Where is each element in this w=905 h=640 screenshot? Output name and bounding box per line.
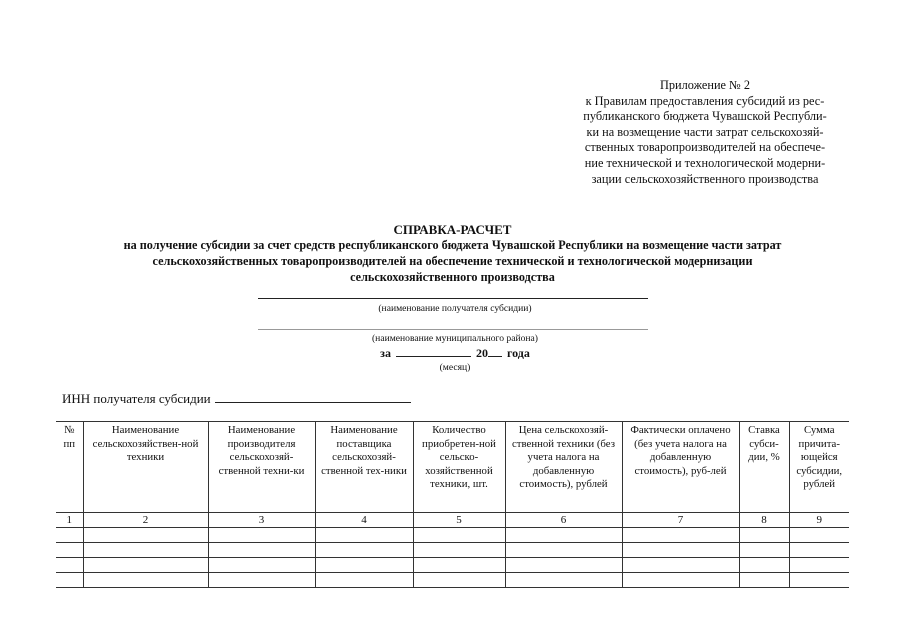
recipient-caption: (наименование получателя субсидии) [378, 303, 532, 314]
column-number: 2 [83, 513, 208, 528]
header-cell: Количество приобретен-ной сельско-хозяйственной техники, шт. [413, 422, 505, 513]
table-cell[interactable] [789, 543, 849, 558]
year-blank[interactable] [488, 346, 502, 357]
inn-row [62, 390, 411, 407]
column-number: 5 [413, 513, 505, 528]
header-cell: Наименование поставщика сельскохозяй-ственной тех-ники [315, 422, 413, 513]
table-cell[interactable] [413, 558, 505, 573]
header-cell: Ставка субси-дии, % [739, 422, 789, 513]
appendix-block [555, 78, 855, 187]
table-cell[interactable] [789, 528, 849, 543]
inn-blank[interactable] [215, 390, 411, 403]
header-cell: Сумма причита-ющейся субсидии, рублей [789, 422, 849, 513]
table-cell[interactable] [789, 558, 849, 573]
table-row [56, 528, 849, 543]
month-caption: (месяц) [439, 362, 471, 373]
table-cell[interactable] [315, 558, 413, 573]
subtitle-line: сельскохозяйственных товаропроизводителей на обеспечение технической и технологической модернизации [152, 254, 753, 268]
table-row [56, 573, 849, 588]
district-name-line[interactable] [258, 329, 648, 330]
table-cell[interactable] [622, 528, 739, 543]
appendix-number: Приложение № 2 [659, 78, 751, 92]
table-cell[interactable] [83, 543, 208, 558]
table-cell[interactable] [56, 528, 83, 543]
table-row [56, 543, 849, 558]
appendix-text-line: ственных товаропроизводителей на обеспече- [584, 140, 826, 155]
table-cell[interactable] [315, 528, 413, 543]
table-cell[interactable] [739, 573, 789, 588]
header-cell: Наименование сельскохозяйствен-ной техники [83, 422, 208, 513]
table-cell[interactable] [56, 573, 83, 588]
column-number: 1 [66, 514, 72, 526]
calculation-table [56, 421, 849, 588]
appendix-text-line: ние технической и технологической модерни- [584, 155, 826, 170]
column-number: 6 [505, 513, 622, 528]
table-cell[interactable] [315, 573, 413, 588]
table-cell[interactable] [505, 543, 622, 558]
table-cell[interactable] [413, 573, 505, 588]
table-cell[interactable] [505, 558, 622, 573]
column-number-row [56, 513, 849, 528]
period-prefix: за [380, 346, 391, 360]
table-cell[interactable] [789, 573, 849, 588]
table-cell[interactable] [739, 558, 789, 573]
inn-label: ИНН получателя субсидии [62, 391, 211, 406]
header-cell: Наименование производителя сельскохозяй-ственной техни-ки [208, 422, 315, 513]
column-number: 4 [315, 513, 413, 528]
month-blank[interactable] [396, 346, 471, 357]
district-caption: (наименование муниципального района) [371, 333, 538, 344]
table-cell[interactable] [739, 543, 789, 558]
table-cell[interactable] [83, 558, 208, 573]
table-cell[interactable] [739, 528, 789, 543]
column-number: 3 [208, 513, 315, 528]
document-title: СПРАВКА-РАСЧЕТ [393, 222, 512, 237]
header-cell: Фактически оплачено (без учета налога на добавленную стоимость), руб-лей [622, 422, 739, 513]
table-cell[interactable] [56, 558, 83, 573]
column-number: 9 [789, 513, 849, 528]
header-cell: № пп [63, 424, 76, 450]
table-cell[interactable] [208, 573, 315, 588]
table-cell[interactable] [208, 558, 315, 573]
period-line [255, 346, 655, 361]
period-year: 20 [475, 346, 488, 360]
table-cell[interactable] [56, 543, 83, 558]
subtitle-line: сельскохозяйственного производства [350, 270, 555, 284]
table-cell[interactable] [413, 528, 505, 543]
table-cell[interactable] [622, 573, 739, 588]
table-header-row [56, 422, 849, 513]
recipient-name-line[interactable] [258, 298, 648, 299]
period-suffix: года [506, 346, 530, 360]
table-cell[interactable] [315, 543, 413, 558]
table-cell[interactable] [505, 528, 622, 543]
subtitle-line: на получение субсидии за счет средств республиканского бюджета Чувашской Республики на возмещение части затрат [123, 238, 782, 252]
table-cell[interactable] [208, 543, 315, 558]
table-cell[interactable] [622, 543, 739, 558]
table-cell[interactable] [505, 573, 622, 588]
appendix-text-line: публиканского бюджета Чувашской Республи- [583, 109, 827, 124]
table-cell[interactable] [83, 573, 208, 588]
table-cell[interactable] [208, 528, 315, 543]
appendix-text-line: к Правилам предоставления субсидий из рес- [585, 93, 825, 108]
column-number: 8 [739, 513, 789, 528]
header-cell: Цена сельскохозяй-ственной техники (без учета налога на добавленную стоимость), рублей [505, 422, 622, 513]
table-cell[interactable] [413, 543, 505, 558]
appendix-text-line: ки на возмещение части затрат сельскохозяй- [586, 124, 824, 139]
table-cell[interactable] [622, 558, 739, 573]
table-cell[interactable] [83, 528, 208, 543]
column-number: 7 [622, 513, 739, 528]
table-row [56, 558, 849, 573]
document-subtitle [55, 237, 850, 285]
appendix-text-line: зации сельскохозяйственного производства [591, 171, 819, 186]
